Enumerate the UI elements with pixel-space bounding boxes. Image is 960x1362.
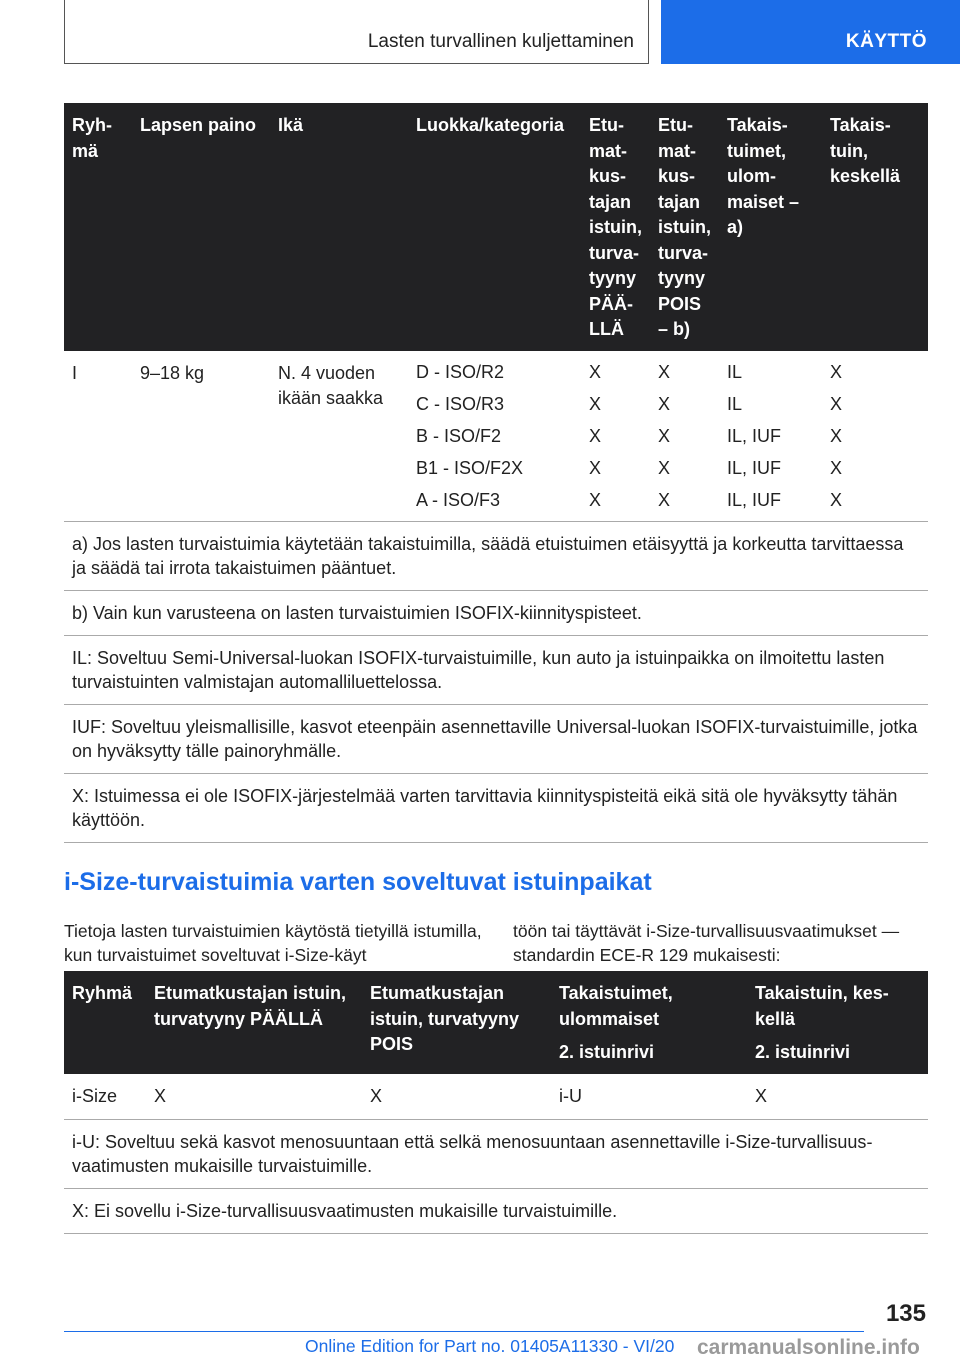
cell-rear-outer xyxy=(719,351,822,522)
section-label: KÄYTTÖ xyxy=(845,31,927,52)
value-item: IL xyxy=(727,393,743,414)
cell-categories xyxy=(408,351,581,522)
value-item: X xyxy=(589,489,602,510)
note-il: IL: Soveltuu Semi-Universal-luokan ISOFIX-turvaistuimille, kun auto ja istuinpaikka on ilmoitettu lasten turvaistuinten valmistajan automalliluettelossa. xyxy=(64,635,928,704)
table-header-row xyxy=(64,971,928,1074)
value-item: X xyxy=(589,425,602,446)
category-item: A - ISO/F3 xyxy=(416,489,501,510)
value-item: X xyxy=(658,489,671,510)
footer-divider xyxy=(64,1331,864,1332)
value-item: X xyxy=(589,361,602,382)
header-title-box xyxy=(64,0,649,64)
intro-text-left: Tietoja lasten turvaistuimien käytöstä tietyillä istumilla, kun turvaistuimet soveltuvat i-Size-käyt xyxy=(64,921,482,965)
col-header-rear-outer: Takaistuimet, ulommaiset – a) xyxy=(719,103,822,351)
value-item: X xyxy=(658,393,671,414)
value-item: X xyxy=(830,489,843,510)
table-note-row xyxy=(64,521,928,590)
table-header-row xyxy=(64,103,928,351)
value-item: X xyxy=(830,425,843,446)
isize-seat-table xyxy=(64,971,928,1234)
value-item: X xyxy=(658,361,671,382)
section-tab xyxy=(661,0,960,64)
cell-rear-center: X xyxy=(755,1085,768,1106)
cell-rear-center xyxy=(822,351,928,522)
intro-text-right: töön tai täyttävät i-Size-turvallisuusvaatimukset — standardin ECE-R 129 mukaisesti: xyxy=(513,921,900,965)
value-item: X xyxy=(658,457,671,478)
value-item: X xyxy=(589,393,602,414)
table-note-row xyxy=(64,590,928,635)
page-number: 135 xyxy=(885,1300,926,1327)
section-heading: i-Size-turvaistuimia varten soveltuvat istuinpaikat xyxy=(64,868,652,896)
table-note-row xyxy=(64,1188,928,1233)
table-note-row xyxy=(64,1119,928,1188)
col-header-rear-center: Takaistuin, keskellä 2. istuinrivi xyxy=(747,971,928,1074)
note-x: X: Ei sovellu i-Size-turvallisuusvaatimusten mukaisille turvaistuimille. xyxy=(64,1188,928,1233)
note-x: X: Istuimessa ei ole ISOFIX-järjestelmää varten tarvittavia kiinnityspisteitä eikä sitä ole hyväksytty tähän käyttöön. xyxy=(64,773,928,842)
value-item: IL, IUF xyxy=(727,425,782,446)
note-b: b) Vain kun varusteena on lasten turvaistuimien ISOFIX-kiinnityspisteet. xyxy=(64,590,928,635)
value-item: IL, IUF xyxy=(727,457,782,478)
watermark: carmanualsonline.info xyxy=(697,1336,920,1359)
cell-front-airbag-off: X xyxy=(370,1085,383,1106)
category-item: C - ISO/R3 xyxy=(416,393,505,414)
col-header-group: Ryhmä xyxy=(64,103,132,351)
col-header-rear-outer: Takaistuimet, ulommaiset 2. istuinrivi xyxy=(551,971,747,1074)
value-item: X xyxy=(830,361,843,382)
col-header-rear-center: Takaistuin, keskellä xyxy=(822,103,928,351)
cell-age: N. 4 vuoden ikään saakka xyxy=(278,362,384,408)
chapter-title: Lasten turvallinen kuljettaminen xyxy=(367,31,634,52)
value-item: IL, IUF xyxy=(727,489,782,510)
col-header-front-airbag-off: Etumatkustajan istuin, turvatyyny POIS xyxy=(362,971,551,1074)
note-iu: i-U: Soveltuu sekä kasvot menosuuntaan että selkä menosuuntaan asennettaville i-Size-turvallisuusvaatimusten mukaisille turvaistuimille. xyxy=(64,1119,928,1188)
col-header-group: Ryhmä xyxy=(64,971,146,1074)
value-item: X xyxy=(830,457,843,478)
edition-link[interactable]: Online Edition for Part no. 01405A11330 - VI/20 xyxy=(305,1336,675,1356)
cell-front-airbag-on xyxy=(581,351,650,522)
table-note-row xyxy=(64,773,928,842)
table-row xyxy=(64,1074,928,1120)
col-header-age: Ikä xyxy=(270,103,408,351)
table-note-row xyxy=(64,635,928,704)
category-item: B - ISO/F2 xyxy=(416,425,502,446)
table-note-row xyxy=(64,704,928,773)
cell-weight: 9–18 kg xyxy=(140,362,205,383)
cell-rear-outer: i-U xyxy=(559,1085,582,1106)
col-header-category: Luokka/kategoria xyxy=(408,103,581,351)
value-item: IL xyxy=(727,361,743,382)
value-item: X xyxy=(589,457,602,478)
value-item: X xyxy=(658,425,671,446)
col-subheader: 2. istuinrivi xyxy=(559,1042,655,1062)
cell-front-airbag-off xyxy=(650,351,719,522)
col-header-front-airbag-off: Etumatkustajan istuin, turvatyyny POIS – b) xyxy=(650,103,719,351)
col-header-front-airbag-on: Etumatkustajan istuin, turvatyyny PÄÄLLÄ xyxy=(146,971,362,1074)
cell-group: i-Size xyxy=(72,1085,118,1106)
col-header-weight: Lapsen paino xyxy=(132,103,270,351)
cell-group: I xyxy=(72,362,78,383)
isofix-seat-table xyxy=(64,103,928,843)
table-row xyxy=(64,351,928,522)
category-item: D - ISO/R2 xyxy=(416,361,505,382)
note-a: a) Jos lasten turvaistuimia käytetään takaistuimilla, säädä etuistuimen etäisyyttä ja korkeutta tarvittaessa ja säädä tai irrota takaistuimen pääntuet. xyxy=(64,521,928,590)
cell-front-airbag-on: X xyxy=(154,1085,167,1106)
note-iuf: IUF: Soveltuu yleismallisille, kasvot eteenpäin asennettaville Universal-luokan ISOFIX-turvaistuimille, jotka on hyväksytty tälle painoryhmälle. xyxy=(64,704,928,773)
col-subheader: 2. istuinrivi xyxy=(755,1042,851,1062)
category-item: B1 - ISO/F2X xyxy=(416,457,524,478)
col-header-front-airbag-on: Etumatkustajan istuin, turvatyyny PÄÄLLÄ xyxy=(581,103,650,351)
value-item: X xyxy=(830,393,843,414)
